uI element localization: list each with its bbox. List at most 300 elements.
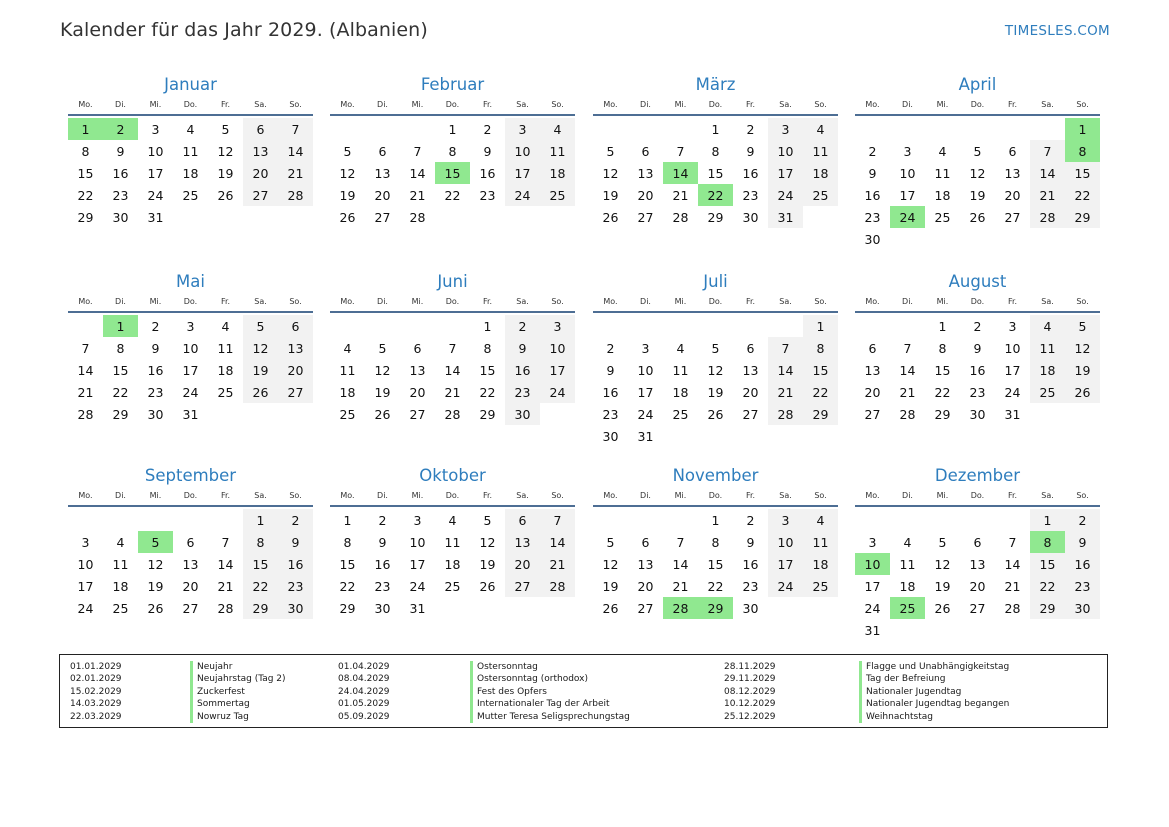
day-cell: 4: [1030, 315, 1065, 337]
day-cell: 15: [243, 553, 278, 575]
holiday-day-cell: 8: [1030, 531, 1065, 553]
weekday-label: Fr.: [482, 491, 493, 500]
weekday-label: So.: [289, 491, 302, 500]
day-cell: 9: [116, 143, 125, 159]
day-cell: 13: [864, 362, 881, 378]
day-cell: 18: [112, 578, 129, 594]
day-cell: 20: [742, 384, 759, 400]
day-cell: 27: [637, 209, 654, 225]
day-cell: 27: [182, 600, 199, 616]
empty-cell: [855, 509, 890, 531]
day-cell: 19: [602, 578, 619, 594]
day-cell: 2: [746, 121, 755, 137]
day-cell: 25: [182, 187, 199, 203]
weekday-label: Mo.: [865, 491, 880, 500]
weekday-label: Do.: [708, 491, 723, 500]
day-cell: 31: [409, 600, 426, 616]
day-cell: 10: [1004, 340, 1021, 356]
legend-holiday-name: Nationaler Jugendtag: [859, 686, 961, 698]
day-cell: 18: [444, 556, 461, 572]
day-cell: 17: [182, 362, 199, 378]
day-cell: 9: [1065, 531, 1100, 553]
legend-row: [338, 711, 718, 723]
day-cell: 1: [483, 318, 492, 334]
day-cell: 5: [1065, 315, 1100, 337]
legend-date: 10.12.2029: [724, 699, 776, 710]
brand-link[interactable]: TIMESLES.COM: [1004, 23, 1110, 39]
weekday-label: Fr.: [1007, 491, 1018, 500]
day-cell: 10: [409, 534, 426, 550]
day-cell: 4: [186, 121, 195, 137]
weekday-label: Sa.: [254, 297, 267, 306]
day-cell: 9: [151, 340, 160, 356]
legend-row: [338, 673, 718, 685]
day-cell: 1: [711, 121, 720, 137]
legend-date: 05.09.2029: [338, 711, 390, 722]
empty-cell: [593, 509, 628, 531]
day-cell: 27: [505, 575, 540, 597]
weekday-label: Di.: [640, 491, 651, 500]
day-cell: 7: [81, 340, 90, 356]
empty-cell: [1030, 118, 1065, 140]
day-cell: 7: [1030, 140, 1065, 162]
empty-cell: [890, 118, 925, 140]
weekday-header: [68, 489, 313, 507]
day-grid: [593, 315, 838, 447]
empty-cell: [663, 118, 698, 140]
legend-holiday-name: Nationaler Jugendtag begangen: [859, 698, 1009, 710]
day-cell: 13: [278, 337, 313, 359]
month-oktober: [330, 466, 575, 619]
empty-cell: [138, 509, 173, 531]
day-cell: 27: [374, 209, 391, 225]
day-cell: 3: [81, 534, 90, 550]
weekday-label: Mi.: [674, 297, 687, 306]
day-cell: 7: [768, 337, 803, 359]
weekday-label: Fr.: [745, 491, 756, 500]
weekday-label: Di.: [902, 100, 913, 109]
month-title: August: [948, 272, 1007, 291]
weekday-label: Mi.: [936, 297, 949, 306]
day-cell: 11: [182, 143, 199, 159]
weekday-label: Mo.: [340, 100, 355, 109]
day-cell: 20: [182, 578, 199, 594]
day-cell: 21: [899, 384, 916, 400]
day-cell: 23: [864, 209, 881, 225]
day-cell: 2: [746, 512, 755, 528]
weekday-label: Fr.: [220, 297, 231, 306]
legend-date: 02.01.2029: [70, 674, 122, 685]
day-cell: 20: [505, 553, 540, 575]
day-cell: 10: [147, 143, 164, 159]
month-title: April: [958, 75, 997, 94]
day-cell: 5: [606, 534, 615, 550]
day-cell: 26: [217, 187, 234, 203]
day-cell: 31: [637, 428, 654, 444]
legend-holiday-name: Ostersonntag (orthodox): [470, 673, 588, 685]
day-cell: 11: [540, 140, 575, 162]
weekday-label: Mo.: [865, 100, 880, 109]
empty-cell: [995, 509, 1030, 531]
legend-date: 22.03.2029: [70, 711, 122, 722]
day-cell: 8: [803, 337, 838, 359]
day-cell: 15: [707, 556, 724, 572]
legend-row: [338, 698, 718, 710]
day-cell: 26: [969, 209, 986, 225]
day-cell: 26: [147, 600, 164, 616]
weekday-label: Di.: [377, 297, 388, 306]
weekday-label: Do.: [183, 100, 198, 109]
day-grid: [330, 118, 575, 228]
day-cell: 5: [343, 143, 352, 159]
weekday-label: Fr.: [482, 100, 493, 109]
day-cell: 28: [217, 600, 234, 616]
holiday-day-cell: 1: [1065, 118, 1100, 140]
day-cell: 24: [768, 184, 803, 206]
day-cell: 23: [742, 578, 759, 594]
day-cell: 6: [641, 534, 650, 550]
day-cell: 19: [147, 578, 164, 594]
day-cell: 22: [112, 384, 129, 400]
legend-date: 15.02.2029: [70, 686, 122, 697]
day-cell: 24: [147, 187, 164, 203]
day-cell: 15: [1065, 162, 1100, 184]
day-cell: 17: [768, 162, 803, 184]
day-cell: 18: [934, 187, 951, 203]
day-cell: 2: [378, 512, 387, 528]
day-cell: 8: [343, 534, 352, 550]
empty-cell: [330, 315, 365, 337]
holiday-day-cell: 2: [103, 118, 138, 140]
day-cell: 17: [77, 578, 94, 594]
day-cell: 9: [606, 362, 615, 378]
day-cell: 21: [217, 578, 234, 594]
day-cell: 16: [479, 165, 496, 181]
day-cell: 22: [934, 384, 951, 400]
day-cell: 16: [969, 362, 986, 378]
day-cell: 9: [868, 165, 877, 181]
day-cell: 5: [711, 340, 720, 356]
weekday-label: Mi.: [674, 491, 687, 500]
legend-holiday-name: Nowruz Tag: [190, 711, 249, 723]
legend-holiday-name: Neujahrstag (Tag 2): [190, 673, 286, 685]
empty-cell: [68, 315, 103, 337]
weekday-header: [68, 295, 313, 313]
day-cell: 25: [339, 406, 356, 422]
legend-date: 24.04.2029: [338, 686, 390, 697]
legend-row: [724, 711, 1104, 723]
day-cell: 29: [479, 406, 496, 422]
day-cell: 4: [221, 318, 230, 334]
weekday-label: Sa.: [779, 491, 792, 500]
day-cell: 26: [339, 209, 356, 225]
day-cell: 19: [602, 187, 619, 203]
weekday-label: Mi.: [149, 100, 162, 109]
day-cell: 9: [505, 337, 540, 359]
page-title: Kalender für das Jahr 2029. (Albanien): [60, 19, 428, 41]
day-cell: 12: [934, 556, 951, 572]
legend-holiday-name: Weihnachtstag: [859, 711, 933, 723]
day-cell: 26: [479, 578, 496, 594]
day-cell: 3: [505, 118, 540, 140]
month-title: Juni: [437, 272, 468, 291]
day-cell: 18: [672, 384, 689, 400]
weekday-label: Mo.: [603, 491, 618, 500]
day-cell: 27: [1004, 209, 1021, 225]
empty-cell: [628, 118, 663, 140]
day-cell: 2: [868, 143, 877, 159]
day-cell: 10: [540, 337, 575, 359]
day-cell: 5: [243, 315, 278, 337]
empty-cell: [103, 509, 138, 531]
day-cell: 8: [938, 340, 947, 356]
day-cell: 27: [409, 406, 426, 422]
day-cell: 11: [803, 140, 838, 162]
weekday-header: [330, 489, 575, 507]
day-cell: 16: [505, 359, 540, 381]
empty-cell: [890, 509, 925, 531]
day-cell: 15: [339, 556, 356, 572]
weekday-label: Do.: [970, 100, 985, 109]
day-cell: 6: [868, 340, 877, 356]
weekday-label: Mi.: [674, 100, 687, 109]
legend-date: 01.05.2029: [338, 699, 390, 710]
day-cell: 30: [505, 403, 540, 425]
day-cell: 6: [378, 143, 387, 159]
day-cell: 16: [374, 556, 391, 572]
legend-date: 08.12.2029: [724, 686, 776, 697]
day-cell: 30: [864, 231, 881, 247]
day-cell: 8: [483, 340, 492, 356]
day-cell: 6: [1008, 143, 1017, 159]
day-cell: 20: [243, 162, 278, 184]
legend-row: [724, 673, 1104, 685]
day-cell: 22: [444, 187, 461, 203]
weekday-label: Mo.: [340, 491, 355, 500]
weekday-label: Di.: [640, 297, 651, 306]
weekday-label: So.: [1076, 100, 1089, 109]
weekday-label: Mi.: [411, 100, 424, 109]
day-cell: 31: [768, 206, 803, 228]
day-cell: 16: [1065, 553, 1100, 575]
day-cell: 8: [448, 143, 457, 159]
day-cell: 12: [374, 362, 391, 378]
day-cell: 21: [444, 384, 461, 400]
weekday-header: [855, 295, 1100, 313]
day-cell: 7: [676, 143, 685, 159]
day-cell: 21: [768, 381, 803, 403]
weekday-label: Di.: [902, 491, 913, 500]
day-cell: 25: [934, 209, 951, 225]
legend-holiday-name: Mutter Teresa Seligsprechungstag: [470, 711, 630, 723]
weekday-label: Mo.: [603, 100, 618, 109]
weekday-label: Sa.: [516, 297, 529, 306]
holiday-day-cell: 8: [1065, 140, 1100, 162]
day-cell: 12: [479, 534, 496, 550]
day-cell: 10: [637, 362, 654, 378]
day-cell: 26: [602, 600, 619, 616]
day-cell: 10: [899, 165, 916, 181]
day-cell: 1: [343, 512, 352, 528]
day-cell: 3: [903, 143, 912, 159]
day-cell: 29: [1030, 597, 1065, 619]
month-title: September: [144, 466, 237, 485]
day-cell: 28: [1030, 206, 1065, 228]
day-cell: 7: [413, 143, 422, 159]
empty-cell: [365, 315, 400, 337]
day-cell: 3: [151, 121, 160, 137]
legend-date: 14.03.2029: [70, 699, 122, 710]
day-cell: 17: [899, 187, 916, 203]
day-cell: 26: [1065, 381, 1100, 403]
day-cell: 28: [899, 406, 916, 422]
weekday-label: Mi.: [936, 100, 949, 109]
day-cell: 24: [77, 600, 94, 616]
day-cell: 18: [899, 578, 916, 594]
weekday-label: Di.: [115, 297, 126, 306]
month-september: [68, 466, 313, 619]
day-cell: 11: [803, 531, 838, 553]
day-cell: 2: [483, 121, 492, 137]
empty-cell: [435, 315, 470, 337]
empty-cell: [400, 118, 435, 140]
weekday-label: Sa.: [1041, 491, 1054, 500]
day-cell: 23: [112, 187, 129, 203]
day-cell: 29: [112, 406, 129, 422]
day-cell: 6: [505, 509, 540, 531]
day-cell: 29: [1065, 206, 1100, 228]
legend-holiday-name: Zuckerfest: [190, 686, 245, 698]
weekday-header: [68, 98, 313, 116]
day-cell: 27: [243, 184, 278, 206]
day-cell: 22: [707, 578, 724, 594]
day-cell: 16: [147, 362, 164, 378]
day-cell: 29: [934, 406, 951, 422]
day-cell: 19: [707, 384, 724, 400]
day-cell: 5: [938, 534, 947, 550]
day-cell: 30: [147, 406, 164, 422]
day-cell: 5: [221, 121, 230, 137]
day-cell: 3: [186, 318, 195, 334]
weekday-label: Mo.: [78, 297, 93, 306]
day-cell: 17: [1004, 362, 1021, 378]
day-cell: 26: [374, 406, 391, 422]
day-cell: 11: [934, 165, 951, 181]
month-title: Juli: [703, 272, 728, 291]
day-cell: 18: [339, 384, 356, 400]
month-title: Januar: [164, 75, 217, 94]
day-cell: 14: [672, 556, 689, 572]
day-cell: 26: [707, 406, 724, 422]
day-cell: 23: [602, 406, 619, 422]
empty-cell: [593, 118, 628, 140]
day-cell: 1: [448, 121, 457, 137]
legend-date: 01.04.2029: [338, 662, 390, 672]
day-cell: 11: [339, 362, 356, 378]
empty-cell: [733, 315, 768, 337]
day-cell: 18: [217, 362, 234, 378]
holiday-day-cell: 1: [103, 315, 138, 337]
weekday-label: Fr.: [482, 297, 493, 306]
weekday-label: Do.: [708, 297, 723, 306]
day-grid: [68, 509, 313, 619]
weekday-label: So.: [1076, 491, 1089, 500]
day-cell: 30: [969, 406, 986, 422]
month-title: Februar: [420, 75, 485, 94]
legend-date: 25.12.2029: [724, 711, 776, 722]
day-cell: 11: [672, 362, 689, 378]
day-cell: 29: [243, 597, 278, 619]
day-cell: 11: [1030, 337, 1065, 359]
day-cell: 12: [707, 362, 724, 378]
day-cell: 25: [803, 575, 838, 597]
empty-cell: [628, 315, 663, 337]
weekday-label: Do.: [708, 100, 723, 109]
day-cell: 6: [186, 534, 195, 550]
weekday-label: Di.: [377, 491, 388, 500]
day-cell: 3: [413, 512, 422, 528]
legend-holiday-name: Neujahr: [190, 661, 232, 673]
day-cell: 29: [77, 209, 94, 225]
day-cell: 3: [540, 315, 575, 337]
month-märz: [593, 75, 838, 228]
day-cell: 12: [339, 165, 356, 181]
weekday-label: Fr.: [745, 297, 756, 306]
day-cell: 31: [864, 622, 881, 638]
day-cell: 10: [768, 140, 803, 162]
day-cell: 6: [413, 340, 422, 356]
empty-cell: [890, 315, 925, 337]
day-cell: 14: [278, 140, 313, 162]
day-cell: 2: [973, 318, 982, 334]
day-cell: 15: [707, 165, 724, 181]
day-cell: 15: [934, 362, 951, 378]
day-cell: 24: [182, 384, 199, 400]
holiday-day-cell: 10: [855, 553, 890, 575]
legend-holiday-name: Fest des Opfers: [470, 686, 547, 698]
day-cell: 21: [1030, 184, 1065, 206]
day-cell: 11: [899, 556, 916, 572]
weekday-label: So.: [814, 491, 827, 500]
weekday-label: So.: [289, 297, 302, 306]
weekday-label: Mo.: [340, 297, 355, 306]
weekday-header: [330, 98, 575, 116]
day-cell: 27: [742, 406, 759, 422]
holiday-day-cell: 22: [698, 184, 733, 206]
day-cell: 3: [641, 340, 650, 356]
day-cell: 14: [768, 359, 803, 381]
day-cell: 25: [112, 600, 129, 616]
day-cell: 13: [409, 362, 426, 378]
empty-cell: [960, 509, 995, 531]
weekday-label: Fr.: [1007, 297, 1018, 306]
day-cell: 30: [602, 428, 619, 444]
day-cell: 4: [116, 534, 125, 550]
empty-cell: [663, 509, 698, 531]
day-cell: 28: [540, 575, 575, 597]
day-cell: 19: [969, 187, 986, 203]
day-cell: 11: [217, 340, 234, 356]
day-cell: 14: [77, 362, 94, 378]
day-cell: 28: [768, 403, 803, 425]
day-cell: 8: [243, 531, 278, 553]
day-cell: 24: [409, 578, 426, 594]
empty-cell: [768, 315, 803, 337]
day-cell: 22: [1065, 184, 1100, 206]
day-cell: 17: [768, 553, 803, 575]
month-november: [593, 466, 838, 619]
day-cell: 16: [112, 165, 129, 181]
